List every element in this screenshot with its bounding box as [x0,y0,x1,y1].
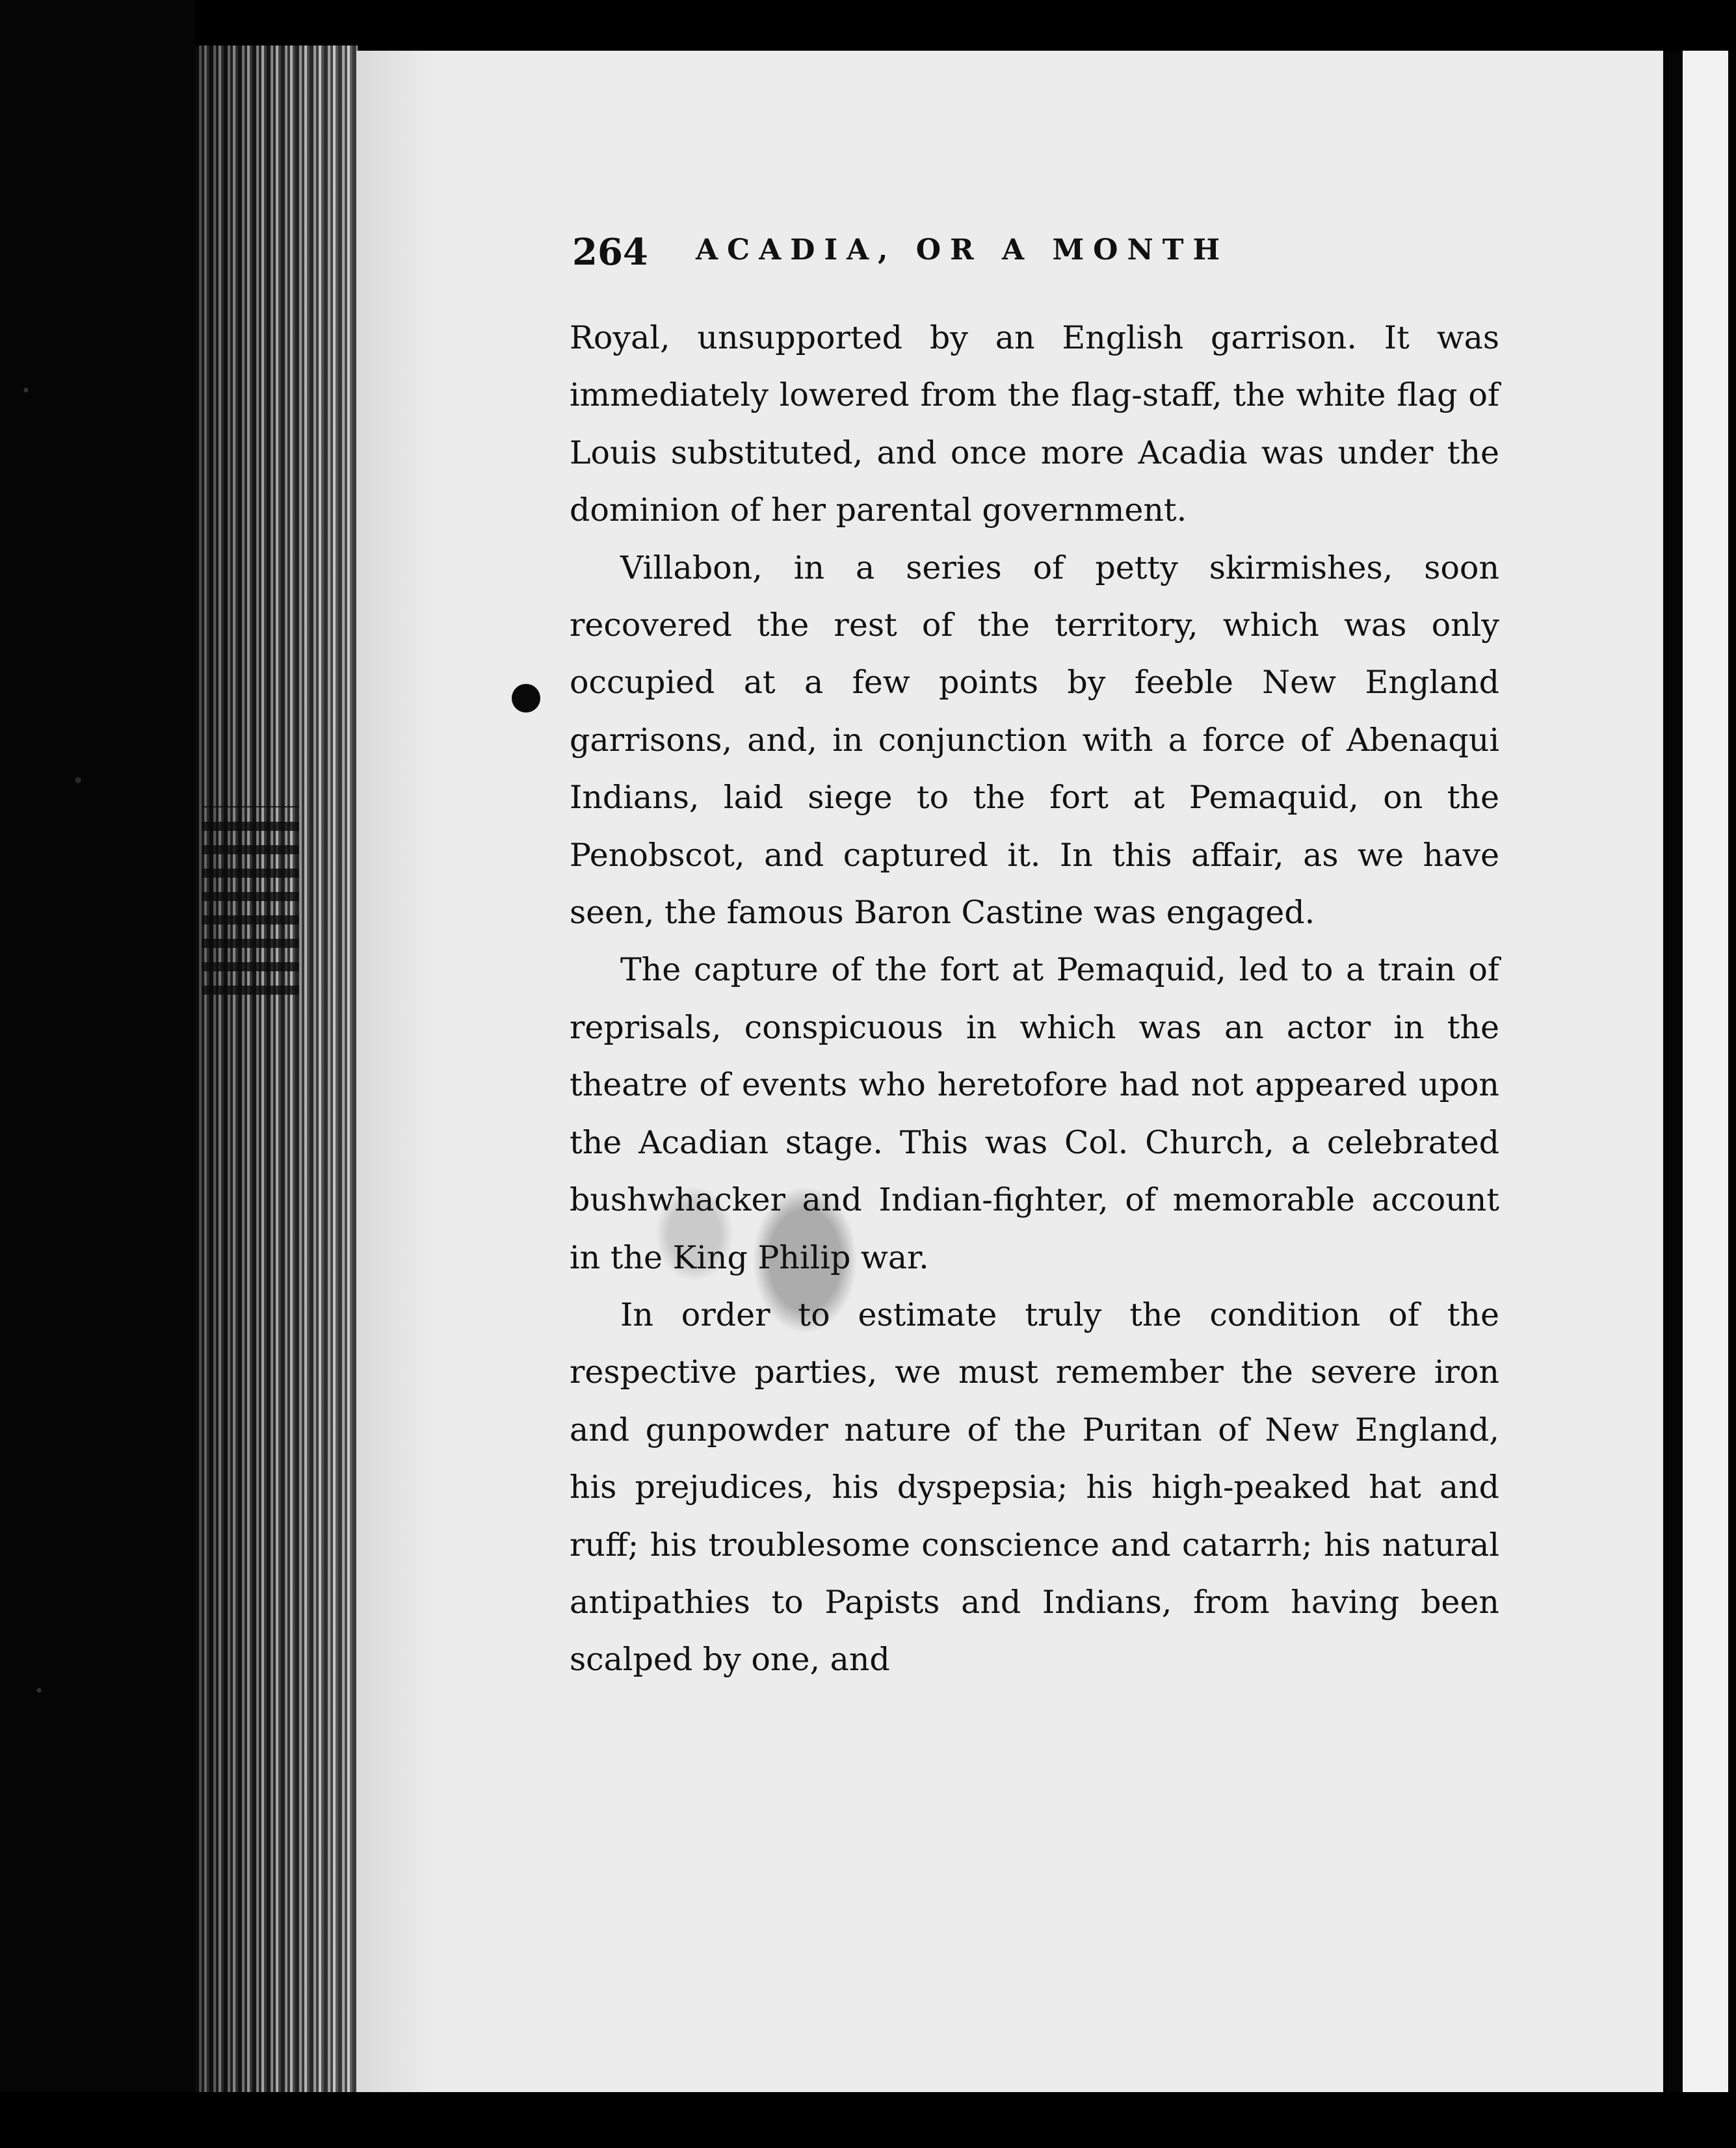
running-head [572,231,1287,276]
facing-page-sliver [1683,51,1728,2092]
paragraph-villabon: Villabon, in a series of petty skirmishes, soon recovered the rest of the territory, which was only occupied at a few points by feeble New England garrisons, and, in conjunction with a force of Abenaqui Indians, laid siege to the fort at Pemaquid, on the Penobscot, and captured it. In this affair, as we have seen, the famous Baron Castine was engaged. [570,549,1499,932]
paragraph-estimate: In order to estimate truly the condition of the respective parties, we must remember the severe iron and gunpowder nature of the Puritan of New England, his prejudices, his dyspepsia; his high-peaked hat and ruff; his troublesome conscience and catarrh; his natural antipathies to Papists and Indians, from having been scalped by one, and [570,1296,1499,1679]
paragraph-continued: Royal, unsupported by an English garrison. It was immediately lowered from the flag-staff, the white flag of Louis substituted, and once more Acadia was under the dominion of her parental government. [570,319,1499,529]
scan-dark-margin [0,0,195,2148]
ink-blot [512,684,540,713]
facing-page-gutter [1663,51,1683,2092]
page-number: 264 [572,231,648,274]
scan-bottom-margin [0,2092,1736,2148]
running-title: ACADIA, OR A MONTH [696,233,1230,267]
paragraph-capture: The capture of the fort at Pemaquid, led to a train of reprisals, conspicuous in which was an actor in the theatre of events who heretofore had not appeared upon the Acadian stage. This was Col. Church, a celebrated bushwhacker and Indian-fighter, of memorable account in the King Philip war. [570,951,1499,1276]
page-edges-shadow [195,46,358,2093]
edge-ink-mark [202,806,299,995]
body-text [570,309,1499,1689]
